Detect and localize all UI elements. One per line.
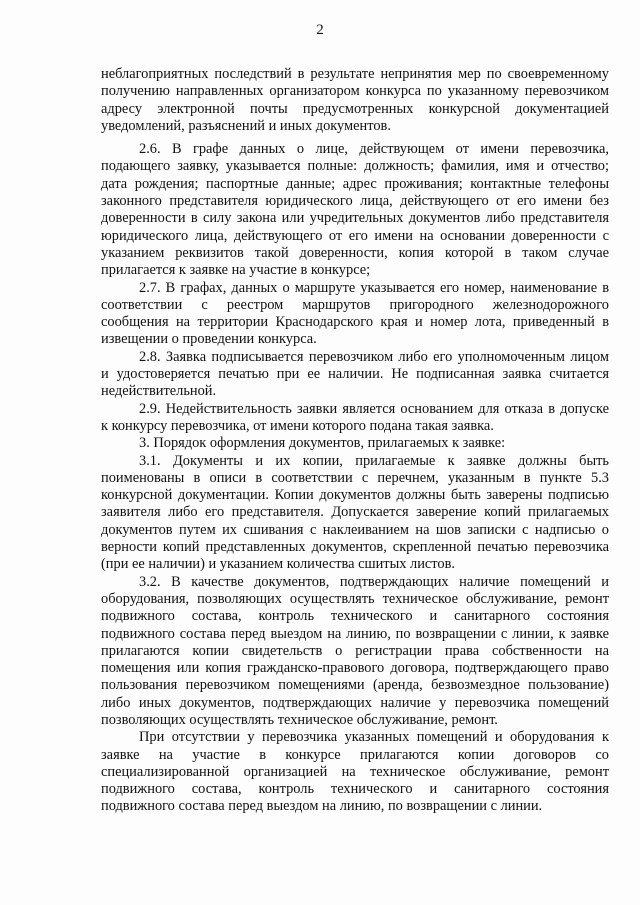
text-line: соответствии с реестром маршрутов пригородного железнодорожного (101, 296, 609, 313)
text-line: пользования перевозчиком помещениями (аренда, безвозмездное пользование) (101, 677, 609, 694)
text-line: подвижного состава, контроль технического и санитарного состояния (101, 608, 609, 625)
text-line: к конкурсу перевозчика, от имени которого подана такая заявка. (101, 417, 494, 434)
document-body (101, 66, 609, 816)
text-line: заявке на участие в конкурсе прилагаются копии договоров со (101, 746, 609, 763)
paragraph (101, 574, 609, 730)
text-line: При отсутствии у перевозчика указанных помещений и оборудования к (139, 729, 609, 746)
text-line: прилагаются копии свидетельств о регистрации права собственности на (101, 642, 609, 659)
text-line: конкурсной документации. Копии документов должны быть заверены подписью (101, 487, 609, 504)
text-line: либо иных документов, подтверждающих наличие у перевозчика помещений (101, 694, 609, 711)
text-line: верности копий представленных документов, скрепленной печатью перевозчика (101, 539, 609, 556)
paragraph (101, 453, 609, 574)
text-line: позволяющих осуществлять техническое обслуживание, ремонт. (101, 711, 498, 728)
text-line: подвижного состава, контроль технического и санитарного состояния (101, 781, 609, 798)
paragraph (101, 401, 609, 436)
text-line: и удостоверяется печатью при ее наличии. Не подписанная заявка считается (101, 366, 609, 383)
text-line: сообщения на территории Краснодарского края и номер лота, приведенный в (101, 314, 609, 331)
text-line: заявителя либо его представителя. Допускается заверение копий прилагаемых (101, 504, 609, 521)
text-line: (при ее наличии) и указанием количества сшитых листов. (101, 556, 455, 573)
page-number: 2 (316, 22, 324, 38)
text-line: указанием реквизитов такой доверенности, копия которой в таком случае (101, 244, 609, 261)
text-line: уведомлений, разъяснений и иных документов. (101, 117, 391, 134)
text-line: доверенности в силу закона или учредительных документов либо представителя (101, 210, 609, 227)
paragraph (101, 729, 609, 815)
text-line: специализированной организацией на техническое обслуживание, ремонт (101, 763, 609, 780)
text-line: подвижного состава перед выездом на линию, по возвращении с линии, к заявке (101, 625, 609, 642)
text-line: неблагоприятных последствий в результате непринятия мер по своевременному (101, 66, 609, 82)
text-line: 2.7. В графах, данных о маршруте указывается его номер, наименование в (139, 279, 609, 296)
paragraph (101, 349, 609, 401)
text-line: дата рождения; паспортные данные; адрес проживания; контактные телефоны (101, 175, 609, 192)
text-line: законного представителя юридического лица, действующего от его имени без (101, 193, 609, 210)
paragraph (101, 141, 609, 279)
text-line: поименованы в описи в соответствии с перечнем, указанным в пункте 5.3 (101, 469, 609, 486)
text-line: помещения или копия гражданско-правового договора, подтверждающего право (101, 660, 609, 677)
text-line: документов путем их сшивания с наклеиванием на шов записки с надписью о (101, 521, 609, 538)
text-line: подающего заявку, указывается полные: должность; фамилия, имя и отчество; (101, 158, 609, 175)
text-line: прилагается к заявке на участие в конкурсе; (101, 262, 371, 279)
paragraph (101, 280, 609, 349)
text-line: юридического лица, действующего от его имени на основании доверенности с (101, 227, 609, 244)
text-line: 2.8. Заявка подписывается перевозчиком либо его уполномоченным лицом (139, 348, 609, 365)
text-line: извещении о проведении конкурса. (101, 331, 317, 348)
text-line: 3.1. Документы и их копии, прилагаемые к заявке должны быть (139, 452, 609, 469)
text-line: подвижного состава перед выездом на линию, по возвращении с линии. (101, 798, 543, 815)
text-line: оборудования, позволяющих осуществлять техническое обслуживание, ремонт (101, 590, 609, 607)
text-line: 2.6. В графе данных о лице, действующем от имени перевозчика, (139, 141, 609, 158)
text-line: получению направленных организатором конкурса по указанному перевозчиком (101, 83, 609, 100)
text-line: недействительной. (101, 383, 217, 400)
text-line: 3. Порядок оформления документов, прилагаемых к заявке: (139, 435, 506, 452)
text-line: адресу электронной почты предусмотренных конкурсной документацией (101, 100, 609, 117)
text-line: 3.2. В качестве документов, подтверждающих наличие помещений и (139, 573, 609, 590)
text-line: 2.9. Недействительность заявки является основанием для отказа в допуске (139, 400, 609, 417)
paragraph (101, 435, 609, 452)
paragraph (101, 66, 609, 135)
